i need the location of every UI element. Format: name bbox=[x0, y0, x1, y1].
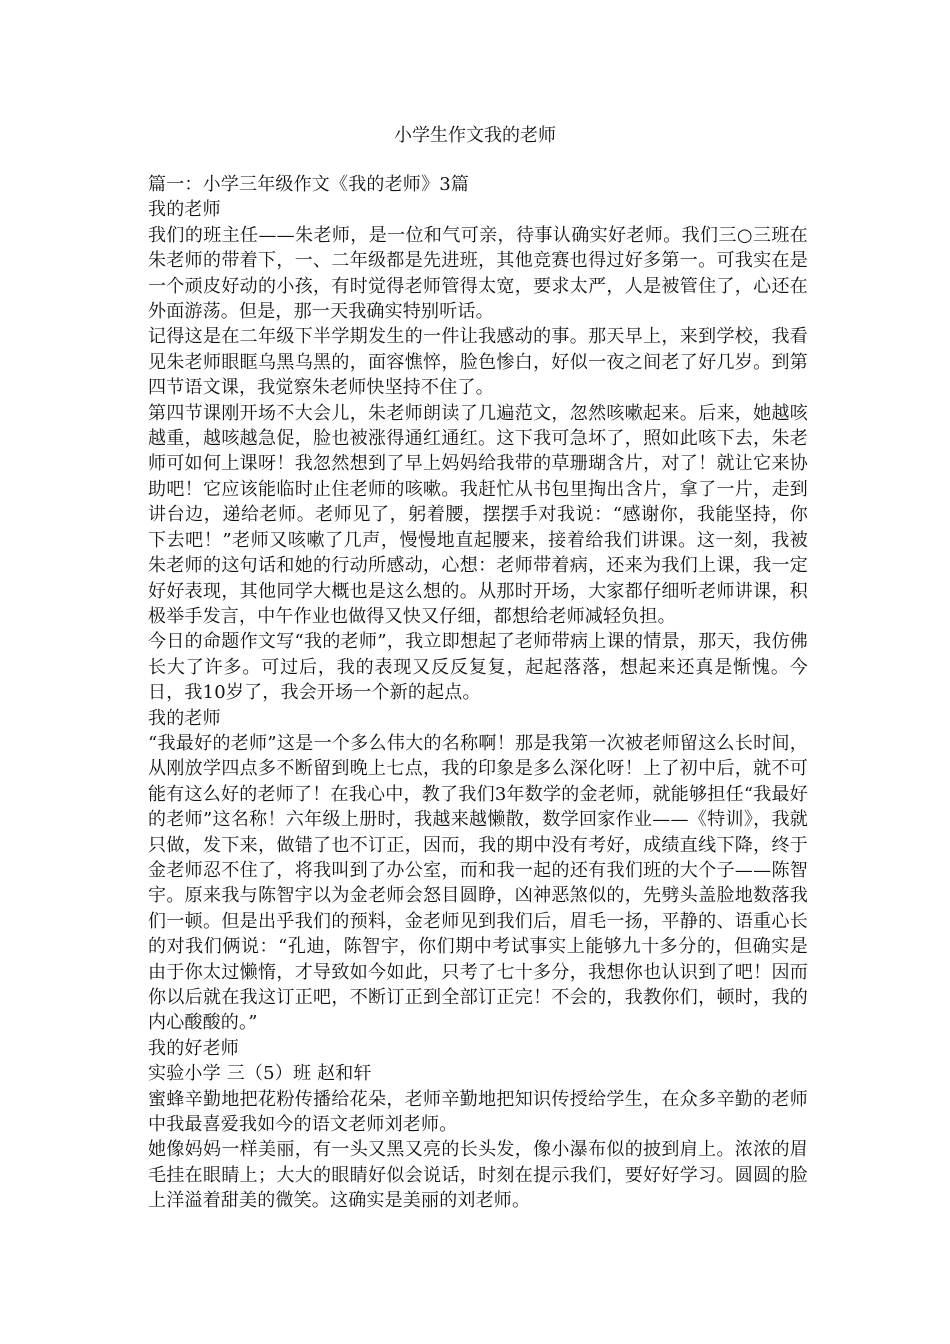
section-heading: 篇一：小学三年级作文《我的老师》3篇 bbox=[148, 174, 470, 195]
document-body bbox=[148, 172, 808, 1214]
author-line: 实验小学 三（5）班 赵和轩 bbox=[148, 1063, 372, 1085]
paragraph: 第四节课刚开场不大会儿，朱老师朗读了几遍范文，忽然咳嗽起来。后来，她越咳越重，越咳越急促，脸也被涨得通红通红。这下我可急坏了，照如此咳下去，朱老师可如何上课呀！我忽然想到了早上妈妈给我带的草珊瑚含片，对了！就让它来协助吧！它应该能临时止住老师的咳嗽。我赶忙从书包里掏出含片，拿了一片，走到讲台边，递给老师。老师见了，躬着腰，摆摆手对我说：“感谢你，我能坚持，你下去吧！”老师又咳嗽了几声，慢慢地直起腰来，接着给我们讲课。这一刻，我被朱老师的这句话和她的行动所感动，心想：老师带着病，还来为我们上课，我一定好好表现，其他同学大概也是这么想的。从那时开场，大家都仔细听老师讲课，积极举手发言，中午作业也做得又快又仔细，都想给老师减轻负担。 bbox=[148, 402, 808, 627]
paragraph: 记得这是在二年级下半学期发生的一件让我感动的事。那天早上，来到学校，我看见朱老师眼眶乌黑乌黑的，面容憔悴，脸色惨白，好似一夜之间老了好几岁。到第四节语文课，我觉察朱老师快坚持不住了。 bbox=[148, 326, 808, 399]
paragraph: 蜜蜂辛勤地把花粉传播给花朵，老师辛勤地把知识传授给学生，在众多辛勤的老师中我最喜爱我如今的语文老师刘老师。 bbox=[148, 1088, 808, 1136]
paragraph: 她像妈妈一样美丽，有一头又黑又亮的长头发，像小瀑布似的披到肩上。浓浓的眉毛挂在眼睛上；大大的眼睛好似会说话，时刻在提示我们，要好好学习。圆圆的脸上洋溢着甜美的微笑。这确实是美丽的刘老师。 bbox=[148, 1139, 808, 1212]
essay-title: 我的老师 bbox=[148, 707, 221, 729]
paragraph: “我最好的老师”这是一个多么伟大的名称啊！那是我第一次被老师留这么长时间，从刚放学四点多不断留到晚上七点，我的印象是多么深化呀！上了初中后，就不可能有这么好的老师了！在我心中，教了我们3年数学的金老师，就能够担任“我最好的老师”这名称！六年级上册时，我越来越懒散，数学回家作业——《特训》，我就只做，发下来，做错了也不订正，因而，我的期中没有考好，成绩直线下降，终于金老师忍不住了，将我叫到了办公室，而和我一起的还有我们班的大个子——陈智宇。原来我与陈智宇以为金老师会怒目圆睁，凶神恶煞似的，先劈头盖脸地数落我们一顿。但是出乎我们的预料，金老师见到我们后，眉毛一扬，平静的、语重心长的对我们俩说：“孔迪，陈智宇，你们期中考试事实上能够九十多分的，但确实是由于你太过懒惰，才导致如今如此，只考了七十多分，我想你也认识到了吧！因而你以后就在我这订正吧，不断订正到全部订正完！不会的，我教你们，顿时，我的内心酸酸的。” bbox=[148, 732, 808, 1034]
document-title: 小学生作文我的老师 bbox=[394, 125, 556, 146]
paragraph: 今日的命题作文写“我的老师”，我立即想起了老师带病上课的情景，那天，我仿佛长大了许多。可过后，我的表现又反反复复，起起落落，想起来还真是惭愧。今日，我10岁了，我会开场一个新的起点。 bbox=[148, 631, 808, 704]
essay-title: 我的好老师 bbox=[148, 1037, 239, 1059]
essay-title: 我的老师 bbox=[148, 199, 221, 221]
paragraph: 我们的班主任——朱老师，是一位和气可亲，待事认确实好老师。我们三○三班在朱老师的带着下，一、二年级都是先进班，其他竞赛也得过好多第一。可我实在是一个顽皮好动的小孩，有时觉得老师管得太宽，要求太严，人是被管住了，心还在外面游荡。但是，那一天我确实特别听话。 bbox=[148, 224, 808, 323]
